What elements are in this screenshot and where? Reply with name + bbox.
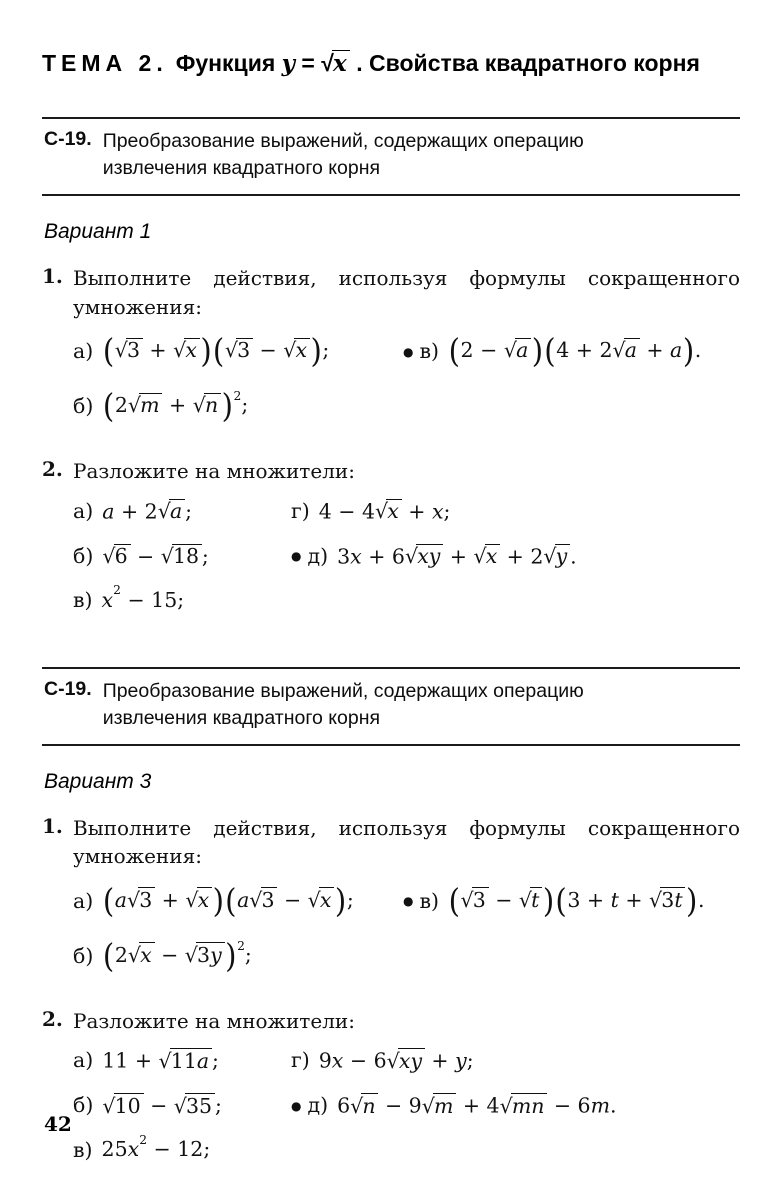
exercise-item (73, 327, 403, 376)
exercise-item (73, 492, 291, 531)
task-body (73, 264, 740, 437)
exercise-item (73, 1086, 291, 1125)
item-label: а) (73, 498, 94, 523)
math-formula: $25x^2 - 12$; (101, 1133, 211, 1162)
item-row (73, 1041, 740, 1080)
big-paren: ( (555, 881, 567, 920)
big-paren: ( (448, 881, 460, 920)
section-title-line: извлечения квадратного корня (102, 707, 381, 730)
math-formula: 6√n − 9√m + 4√mn − 6m. (337, 1093, 617, 1118)
sqrt-radical: √n (350, 1094, 378, 1118)
section-title-line: извлечения квадратного корня (102, 157, 381, 180)
divider-bottom (42, 194, 740, 196)
sqrt-radical: √y (543, 544, 570, 568)
section-title-line: Преобразование выражений, содержащих операцию (102, 130, 584, 153)
math-formula: √10 − √35 ; (102, 1093, 222, 1118)
divider-bottom (42, 744, 740, 746)
sqrt-radical: √11a (159, 1049, 212, 1073)
item-label: д) (307, 1093, 329, 1118)
sqrt-radical: √3t (649, 888, 685, 912)
sqrt-radical: √3 (115, 338, 143, 362)
big-paren: ( (102, 881, 115, 920)
math-formula: 9x − 6√xy + y; (318, 1048, 474, 1073)
big-paren: ( (448, 331, 460, 371)
sqrt-radical: √xy (387, 1049, 425, 1073)
math-formula: (a√3 + √x )(a√3 − √x ); (102, 881, 354, 920)
task-text-line: Выполните действия, используя формулы сокращенного (73, 815, 740, 840)
task-list (42, 814, 740, 1175)
item-label: б) (73, 543, 94, 568)
big-paren: ) (682, 331, 695, 371)
math-formula: 4 − 4√x + x; (318, 499, 451, 524)
task (42, 457, 740, 625)
section-header (42, 119, 740, 194)
math-formula: √6 − √18 ; (102, 544, 209, 569)
worksheet-section (42, 667, 740, 1175)
big-paren: ) (212, 881, 224, 920)
task-number: 1. (42, 264, 63, 289)
big-paren: ) (225, 936, 237, 975)
sqrt-radical: √3 (249, 888, 277, 912)
exercise-item: ● д) 3x + 6√xy + √x + 2√y . (291, 537, 740, 576)
item-label: б) (73, 1093, 94, 1118)
sqrt-radical: √x (375, 499, 402, 523)
task-body (73, 1007, 740, 1175)
item-label: в) (419, 339, 440, 364)
exercise-item (73, 932, 403, 981)
section-title-line: Преобразование выражений, содержащих операцию (102, 680, 584, 703)
sqrt-radical: √6 (102, 544, 130, 568)
math-formula: 3x + 6√xy + √x + 2√y . (337, 544, 577, 569)
sqrt-radical: √3 (225, 338, 253, 362)
math-formula: (√3 + √x )(√3 − √x ); (102, 331, 330, 371)
big-paren: ) (686, 881, 698, 920)
item-label: а) (73, 1048, 94, 1073)
sqrt-radical: √a (504, 338, 531, 362)
section-title (103, 678, 584, 732)
section-code: С-19. (44, 678, 92, 701)
exercise-item (291, 492, 740, 531)
item-rows (73, 492, 740, 620)
item-row (73, 582, 740, 620)
item-label: д) (307, 543, 329, 568)
item-label: в) (73, 1137, 93, 1162)
exercise-item (73, 1131, 291, 1169)
item-label: г) (291, 498, 310, 523)
task-list (42, 264, 740, 625)
item-row (73, 932, 740, 981)
exercise-item (73, 877, 403, 926)
sqrt-radical: √x (473, 544, 500, 568)
big-paren: ) (531, 331, 544, 371)
big-paren: ) (310, 331, 322, 371)
exercise-item (73, 382, 403, 431)
page-title (42, 50, 740, 77)
superscript: 2 (233, 388, 242, 403)
task-body (73, 814, 740, 987)
big-paren: ) (200, 331, 212, 371)
item-label: в) (419, 888, 440, 913)
math-formula: 11 + √11a ; (102, 1048, 219, 1073)
item-label: б) (73, 394, 94, 419)
exercise-item: ● в) (√3 − √t )(3 + t + √3t ). (403, 877, 740, 926)
theme-number: ТЕМА 2. (42, 50, 168, 77)
page-number: 42 (44, 1112, 72, 1136)
worksheet-section (42, 117, 740, 625)
big-paren: ( (102, 387, 115, 426)
superscript: 2 (113, 583, 121, 598)
sqrt-radical: √35 (174, 1094, 215, 1118)
item-row (73, 1131, 740, 1169)
sqrt-radical: √n (193, 393, 221, 417)
item-rows (73, 1041, 740, 1169)
item-label: в) (73, 587, 93, 612)
item-label: а) (73, 339, 94, 364)
task (42, 814, 740, 987)
superscript: 2 (237, 938, 245, 953)
big-paren: ) (221, 387, 233, 426)
big-paren: ( (102, 331, 115, 371)
section-code: С-19. (44, 128, 92, 151)
section-title (103, 128, 584, 182)
item-rows (73, 877, 740, 981)
item-row (73, 382, 740, 431)
variant-label: Вариант 1 (44, 220, 152, 244)
item-label: г) (291, 1048, 310, 1073)
task-text-line: Выполните действия, используя формулы сокращенного (73, 266, 740, 291)
sqrt-radical: √a (612, 338, 639, 362)
superscript: 2 (139, 1133, 148, 1148)
task-number: 2. (42, 457, 63, 482)
big-paren: ) (334, 881, 347, 920)
math-formula: (2√x − √3y )$^2$; (102, 936, 252, 975)
task-number: 1. (42, 813, 63, 838)
item-row (73, 1086, 740, 1125)
exercise-item (73, 537, 291, 576)
sqrt-radical: √a (158, 499, 185, 523)
section-header (42, 669, 740, 744)
sqrt-radical: √3 (127, 888, 155, 912)
sqrt-radical: √x (321, 50, 350, 76)
math-formula: $x^2 - 15$; (101, 583, 185, 612)
sqrt-radical: √x (128, 943, 155, 967)
item-row (73, 327, 740, 376)
big-paren: ) (542, 881, 555, 920)
big-paren: ( (212, 331, 225, 371)
task-number: 2. (42, 1006, 63, 1031)
task-text-line: умножения: (73, 844, 202, 869)
sqrt-radical: √3 (461, 888, 489, 912)
math-formula: (2√m + √n )$^2$; (102, 387, 249, 426)
sqrt-radical: √x (173, 338, 200, 362)
task-text-line: Разложите на множители: (73, 1008, 355, 1033)
sqrt-radical: √x (308, 888, 335, 912)
exercise-item: ● в) (2 − √a )(4 + 2√a + a). (403, 327, 740, 376)
sqrt-radical: √mn (500, 1094, 548, 1118)
math-formula: (2 − √a )(4 + 2√a + a). (448, 331, 702, 371)
sqrt-radical: √t (519, 888, 542, 912)
task-text-line: умножения: (73, 294, 202, 319)
exercise-item (291, 1041, 740, 1080)
big-paren: ( (225, 881, 237, 920)
sqrt-radical: √xy (405, 544, 443, 568)
math-formula: a + 2√a ; (102, 499, 192, 524)
task (42, 1007, 740, 1175)
sqrt-radical: √10 (102, 1094, 143, 1118)
sqrt-radical: √m (422, 1094, 457, 1118)
sqrt-radical: √x (185, 888, 212, 912)
exercise-item (73, 1041, 291, 1080)
sections-container (42, 117, 740, 1174)
sqrt-radical: √x (283, 338, 310, 362)
item-row (73, 492, 740, 531)
big-paren: ( (102, 936, 115, 975)
sqrt-radical: √18 (161, 544, 202, 568)
big-paren: ( (544, 331, 556, 371)
item-row (73, 877, 740, 926)
task-body (73, 457, 740, 625)
sqrt-radical: √m (128, 393, 163, 417)
item-label: а) (73, 888, 94, 913)
variant-label: Вариант 3 (44, 769, 152, 793)
item-label: б) (73, 943, 94, 968)
theme-title-math: Функция y = √x . Свойства квадратного корня (175, 50, 700, 78)
item-row (73, 537, 740, 576)
exercise-item (73, 582, 291, 620)
exercise-item: ● д) 6√n − 9√m + 4√mn − 6m. (291, 1086, 740, 1125)
item-rows (73, 327, 740, 431)
task-text-line: Разложите на множители: (73, 459, 355, 484)
math-formula: (√3 − √t )(3 + t + √3t ). (448, 881, 705, 920)
task (42, 264, 740, 437)
sqrt-radical: √3y (185, 943, 225, 967)
